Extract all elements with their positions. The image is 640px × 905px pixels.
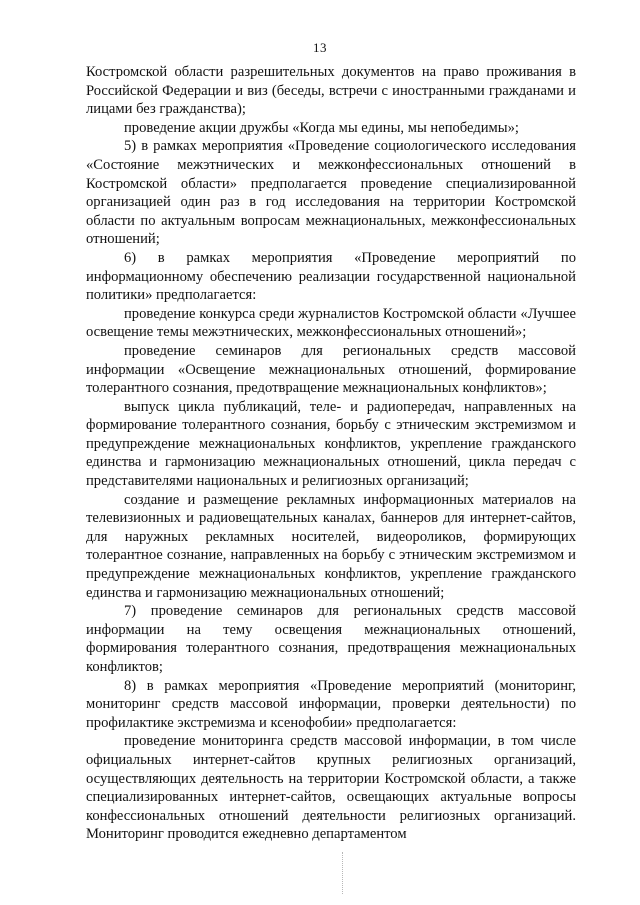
paragraph-publications-cycle: выпуск цикла публикаций, теле- и радиопередач, направленных на формирование толерантного сознания, борьбу с этническим экстремизмом и предупреждение межнациональных конфликтов, укрепление гражданского единства и гармонизацию межнациональных отношений, цикла передач с представителями национальных и религиозных организаций;	[86, 398, 576, 490]
paragraph-media-seminars: проведение семинаров для региональных средств массовой информации «Освещение межнациональных отношений, формирование толерантного сознания, предотвращение межнациональных конфликтов»;	[86, 342, 576, 397]
page-number: 13	[313, 40, 327, 55]
document-body	[86, 63, 576, 844]
paragraph-advertising-materials: создание и размещение рекламных информационных материалов на телевизионных и радиовещательных каналах, баннеров для интернет-сайтов, для наружных рекламных носителей, видеороликов, формирующих толерантное сознание, направленных на борьбу с этническим экстремизмом и предупреждение межнациональных конфликтов, укрепление гражданского единства и гармонизацию межнациональных отношений;	[86, 491, 576, 601]
paragraph-continuation: Костромской области разрешительных документов на право проживания в Российской Федерации и виз (беседы, встречи с иностранными гражданами и лицами без гражданства);	[86, 64, 576, 118]
paragraph-monitoring: проведение мониторинга средств массовой информации, в том числе официальных интернет-сайтов крупных религиозных организаций, осуществляющих деятельность на территории Костромской области, а также специализированных интернет-сайтов, освещающих актуальные вопросы конфессиональных отношений деятельности религиозных организаций. Мониторинг проводится ежедневно департаментом	[86, 733, 576, 843]
paragraph-journalists-contest: проведение конкурса среди журналистов Костромской области «Лучшее освещение темы межэтнических, межконфессиональных отношений»;	[86, 305, 576, 341]
paragraph-item-7: 7) проведение семинаров для региональных средств массовой информации на тему освещения межнациональных отношений, формирования толерантного сознания, предотвращения межнациональных конфликтов;	[86, 603, 576, 675]
paragraph-item-5: 5) в рамках мероприятия «Проведение социологического исследования «Состояние межэтнических и межконфессиональных отношений в Костромской области» предполагается проведение специализированной организацией один раз в год исследования на территории Костромской области по актуальным вопросам межнациональных, межконфессиональных отношений;	[86, 138, 576, 248]
paragraph-friendship-action: проведение акции дружбы «Когда мы едины, мы непобедимы»;	[124, 119, 519, 136]
scan-binding-mark	[342, 852, 344, 894]
paragraph-item-6: 6) в рамках мероприятия «Проведение мероприятий по информационному обеспечению реализации государственной национальной политики» предполагается:	[86, 249, 576, 304]
paragraph-item-8: 8) в рамках мероприятия «Проведение мероприятий (мониторинг, мониторинг средств массовой информации, проверки деятельности) по профилактике экстремизма и ксенофобии» предполагается:	[86, 677, 576, 731]
